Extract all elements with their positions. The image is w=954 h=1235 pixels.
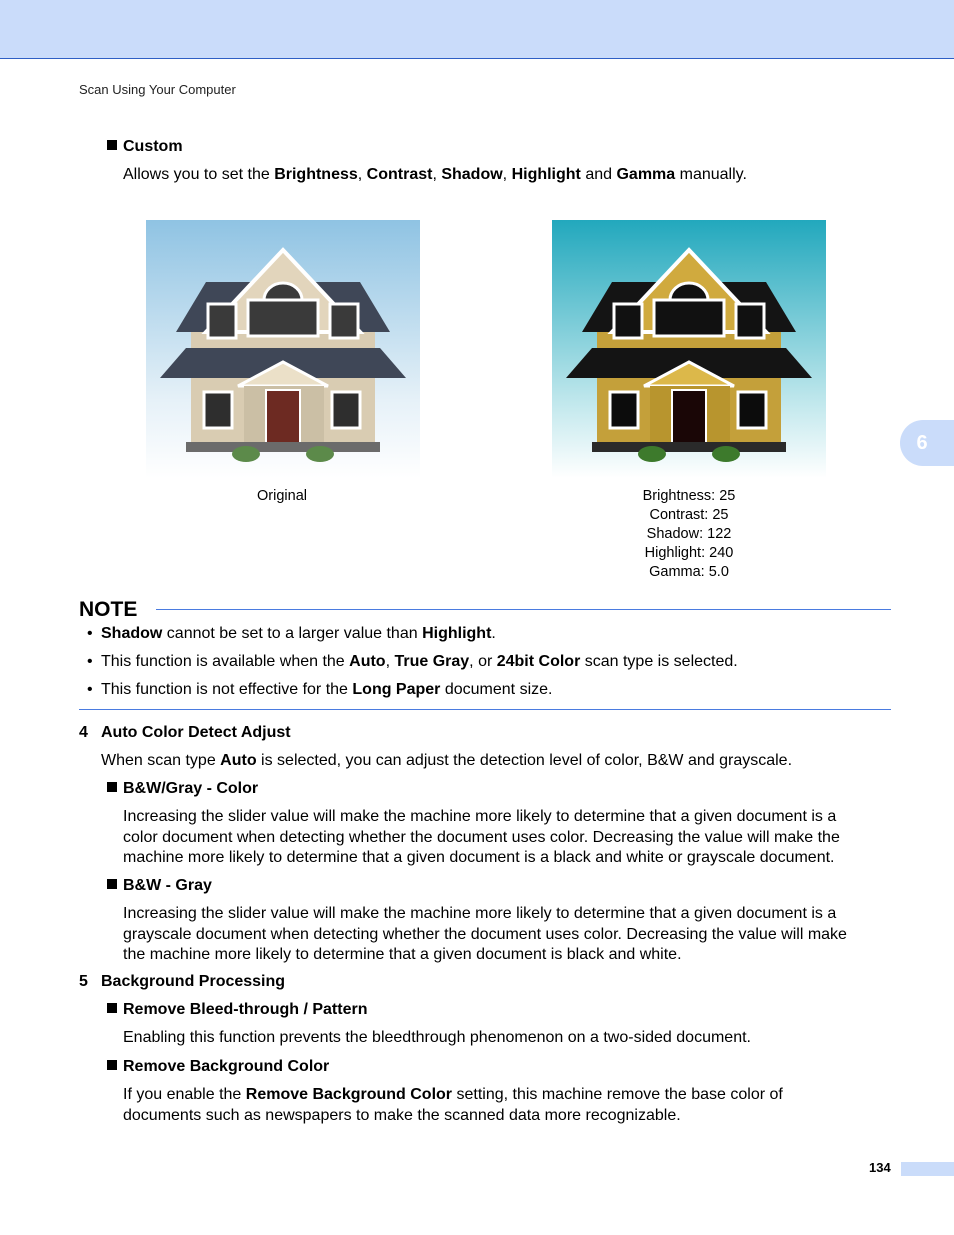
- chapter-tab[interactable]: 6: [900, 420, 954, 466]
- remove-background-color-heading: Remove Background Color: [107, 1057, 329, 1077]
- note-title: NOTE: [79, 598, 138, 621]
- square-bullet-icon: [107, 1060, 117, 1070]
- bw-gray-heading: B&W - Gray: [107, 876, 212, 896]
- header-band: [0, 0, 954, 59]
- square-bullet-icon: [107, 1003, 117, 1013]
- remove-bleed-through-heading: Remove Bleed-through / Pattern: [107, 1000, 367, 1020]
- note-item-3: • This function is not effective for the Long Paper document size.: [87, 681, 553, 698]
- note-top-rule: [156, 609, 891, 610]
- bw-gray-text: Increasing the slider value will make the machine more likely to determine that a given document is a grayscale document when detecting whether the document uses color. Decreasing the value will make the machine more likely to determine that a given document is black and white.: [123, 905, 847, 963]
- step-4-intro: When scan type Auto is selected, you can adjust the detection level of color, B&W and grayscale.: [101, 752, 793, 769]
- note-item-2: • This function is available when the Auto, True Gray, or 24bit Color scan type is selected.: [87, 653, 738, 670]
- adjusted-house-image: [552, 220, 826, 478]
- bullet-dot-icon: •: [87, 653, 93, 670]
- note-bottom-rule: [79, 709, 891, 710]
- bw-gray-color-heading: B&W/Gray - Color: [107, 779, 258, 799]
- bw-gray-color-text: Increasing the slider value will make the machine more likely to determine that a given document is a color document when detecting whether the document uses color. Decreasing the value will make the machine more likely to determine that a given document is a black and white or grayscale document.: [123, 808, 840, 866]
- step-5-heading: 5 Background Processing: [79, 973, 286, 990]
- remove-bleed-through-text: Enabling this function prevents the bleedthrough phenomenon on a two-sided document.: [123, 1029, 751, 1046]
- square-bullet-icon: [107, 879, 117, 889]
- bullet-dot-icon: •: [87, 681, 93, 698]
- page-number: 134: [869, 1160, 891, 1175]
- step-4-heading: 4 Auto Color Detect Adjust: [79, 724, 291, 741]
- custom-heading: Custom: [107, 137, 183, 157]
- square-bullet-icon: [107, 782, 117, 792]
- square-bullet-icon: [107, 140, 117, 150]
- remove-background-color-text: If you enable the Remove Background Color setting, this machine remove the base color of documents such as newspapers to make the scanned data more recognizable.: [123, 1086, 783, 1124]
- adjusted-caption: Brightness: 25 Contrast: 25 Shadow: 122 Highlight: 240 Gamma: 5.0: [642, 488, 736, 580]
- original-caption: Original: [257, 488, 307, 504]
- running-title: Scan Using Your Computer: [79, 82, 236, 97]
- original-house-image: [146, 220, 420, 478]
- bullet-dot-icon: •: [87, 625, 93, 642]
- custom-description: Allows you to set the Brightness, Contrast, Shadow, Highlight and Gamma manually.: [123, 166, 747, 183]
- note-item-1: • Shadow cannot be set to a larger value than Highlight.: [87, 625, 496, 642]
- footer-band: [901, 1162, 954, 1176]
